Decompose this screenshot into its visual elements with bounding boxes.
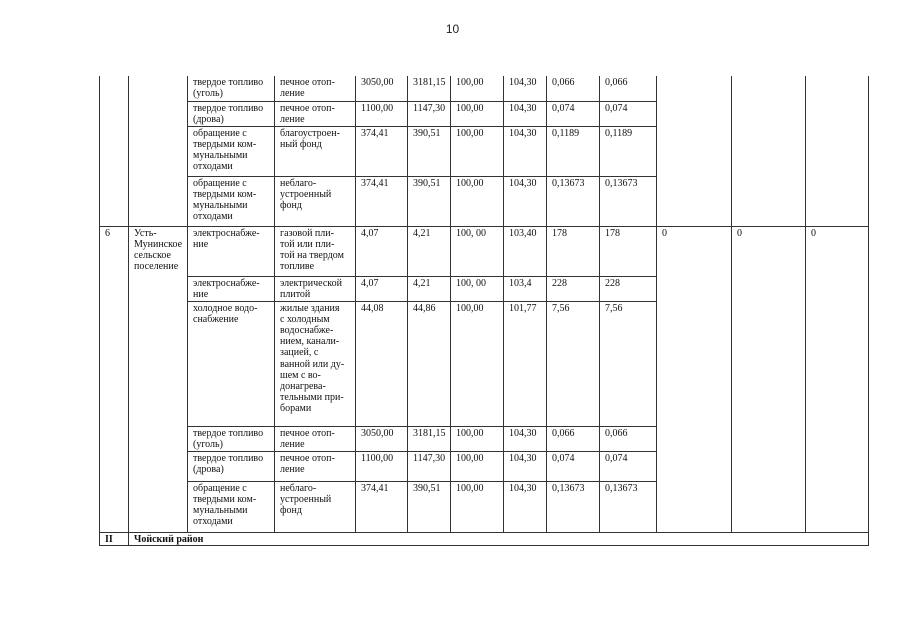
value-cell: 374,41 <box>356 481 408 532</box>
percent-cell: 100,00 <box>451 76 504 101</box>
table-row <box>100 226 869 276</box>
service-cell: обращение с твердыми ком- мунальными отходами <box>188 481 275 532</box>
percent-cell: 100,00 <box>451 451 504 481</box>
value-cell: 1100,00 <box>356 451 408 481</box>
norm-cell: 0,074 <box>547 451 600 481</box>
value-cell: 3050,00 <box>356 426 408 451</box>
norm-cell: 0,13673 <box>600 481 657 532</box>
norm-cell: 0,066 <box>600 76 657 101</box>
category-cell: неблаго- устроенный фонд <box>275 481 356 532</box>
percent-cell: 100,00 <box>451 481 504 532</box>
service-cell: твердое топливо (уголь) <box>188 426 275 451</box>
percent-cell: 100,00 <box>451 176 504 226</box>
value-cell: 374,41 <box>356 126 408 176</box>
value-cell: 1147,30 <box>408 101 451 126</box>
category-cell: печное отоп- ление <box>275 451 356 481</box>
value-cell: 1147,30 <box>408 451 451 481</box>
extra-cell <box>806 76 869 226</box>
norm-cell: 0,1189 <box>600 126 657 176</box>
value-cell: 3181,15 <box>408 76 451 101</box>
value-cell: 44,08 <box>356 301 408 426</box>
norm-cell: 0,074 <box>600 451 657 481</box>
category-cell: газовой пли- той или пли- той на твердом топливе <box>275 226 356 276</box>
category-cell: благоустроен- ный фонд <box>275 126 356 176</box>
norm-cell: 0,13673 <box>600 176 657 226</box>
percent-cell: 100,00 <box>451 126 504 176</box>
service-cell: твердое топливо (дрова) <box>188 451 275 481</box>
percent-cell: 103,40 <box>504 226 547 276</box>
category-cell: печное отоп- ление <box>275 426 356 451</box>
norm-cell: 0,066 <box>600 426 657 451</box>
service-cell: твердое топливо (уголь) <box>188 76 275 101</box>
service-cell: твердое топливо (дрова) <box>188 101 275 126</box>
value-cell: 44,86 <box>408 301 451 426</box>
extra-cell: 0 <box>732 226 806 532</box>
table-row <box>100 76 869 101</box>
section-title: Чойский район <box>129 532 869 545</box>
row-number-cell: 6 <box>100 226 129 532</box>
settlement-cell: Усть- Мунинское сельское поселение <box>129 226 188 532</box>
value-cell: 4,21 <box>408 276 451 301</box>
percent-cell: 104,30 <box>504 176 547 226</box>
percent-cell: 103,4 <box>504 276 547 301</box>
percent-cell: 100,00 <box>451 101 504 126</box>
row-number-cell <box>100 76 129 226</box>
percent-cell: 100,00 <box>451 426 504 451</box>
value-cell: 374,41 <box>356 176 408 226</box>
norm-cell: 0,1189 <box>547 126 600 176</box>
service-cell: электроснабже- ние <box>188 226 275 276</box>
service-cell: обращение с твердыми ком- мунальными отходами <box>188 126 275 176</box>
service-cell: обращение с твердыми ком- мунальными отходами <box>188 176 275 226</box>
value-cell: 390,51 <box>408 126 451 176</box>
service-cell: холодное водо- снабжение <box>188 301 275 426</box>
category-cell: неблаго- устроенный фонд <box>275 176 356 226</box>
value-cell: 390,51 <box>408 176 451 226</box>
value-cell: 4,07 <box>356 276 408 301</box>
extra-cell <box>657 76 732 226</box>
value-cell: 1100,00 <box>356 101 408 126</box>
norm-cell: 228 <box>547 276 600 301</box>
settlement-cell <box>129 76 188 226</box>
percent-cell: 104,30 <box>504 76 547 101</box>
extra-cell: 0 <box>806 226 869 532</box>
percent-cell: 104,30 <box>504 481 547 532</box>
value-cell: 3181,15 <box>408 426 451 451</box>
percent-cell: 101,77 <box>504 301 547 426</box>
category-cell: печное отоп- ление <box>275 101 356 126</box>
value-cell: 4,07 <box>356 226 408 276</box>
section-row <box>100 532 869 545</box>
norm-cell: 0,066 <box>547 76 600 101</box>
percent-cell: 104,30 <box>504 426 547 451</box>
norm-cell: 228 <box>600 276 657 301</box>
section-number: II <box>100 532 129 545</box>
norm-cell: 7,56 <box>600 301 657 426</box>
norm-cell: 0,074 <box>600 101 657 126</box>
value-cell: 3050,00 <box>356 76 408 101</box>
category-cell: электрической плитой <box>275 276 356 301</box>
value-cell: 390,51 <box>408 481 451 532</box>
norm-cell: 7,56 <box>547 301 600 426</box>
service-cell: электроснабже- ние <box>188 276 275 301</box>
value-cell: 4,21 <box>408 226 451 276</box>
norm-cell: 0,066 <box>547 426 600 451</box>
category-cell: жилые здания с холодным водоснабже- нием, канали- зацией, с ванной или ду- шем с во- донагрева- тельными при- борами <box>275 301 356 426</box>
percent-cell: 100,00 <box>451 301 504 426</box>
percent-cell: 104,30 <box>504 101 547 126</box>
percent-cell: 104,30 <box>504 126 547 176</box>
percent-cell: 104,30 <box>504 451 547 481</box>
extra-cell <box>732 76 806 226</box>
page-number: 10 <box>445 22 460 36</box>
norm-cell: 0,074 <box>547 101 600 126</box>
norm-cell: 0,13673 <box>547 176 600 226</box>
norm-cell: 178 <box>547 226 600 276</box>
percent-cell: 100, 00 <box>451 276 504 301</box>
category-cell: печное отоп- ление <box>275 76 356 101</box>
percent-cell: 100, 00 <box>451 226 504 276</box>
extra-cell: 0 <box>657 226 732 532</box>
norm-cell: 178 <box>600 226 657 276</box>
tariff-table <box>99 76 869 546</box>
norm-cell: 0,13673 <box>547 481 600 532</box>
